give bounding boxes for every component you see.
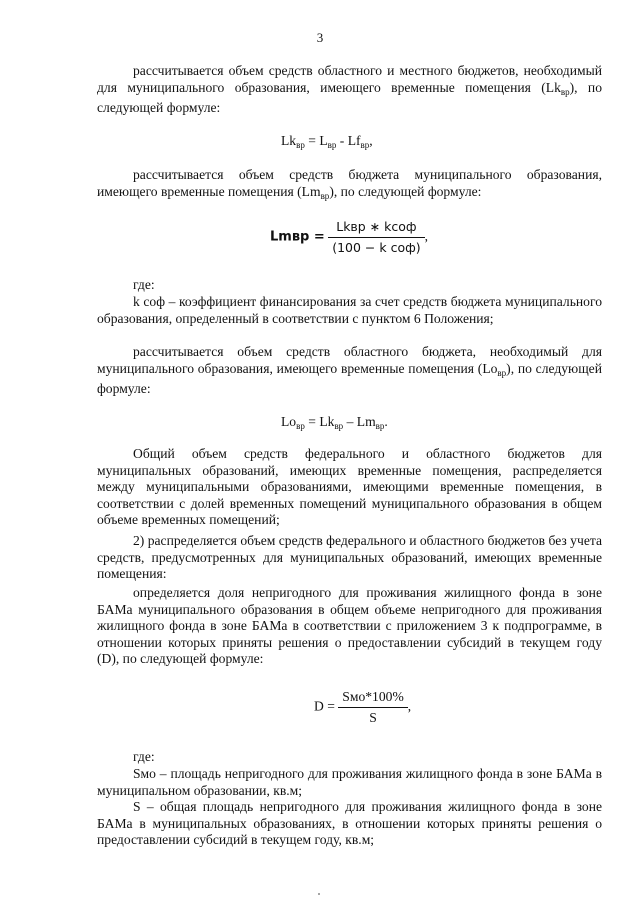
where-label-1: где:	[133, 277, 155, 292]
formula-term: – Lm	[343, 414, 376, 429]
paragraph-smo-definition: Sмо – площадь непригодного для проживания жилищного фонда в зоне БАМа в муниципальном образовании, кв.м;	[97, 766, 602, 798]
subscript: вр	[334, 421, 344, 431]
subscript: вр	[296, 140, 305, 150]
formula-term: Lk	[281, 133, 297, 148]
paragraph-text-tail: ), по следующей формуле:	[97, 79, 602, 116]
formula-fraction	[338, 689, 407, 726]
formula-lk	[281, 133, 373, 153]
subscript: вр	[375, 421, 385, 431]
paragraph-text-tail: ), по следующей формуле:	[329, 183, 482, 199]
where-label-2: где:	[133, 749, 155, 764]
formula-denominator: S	[369, 710, 377, 725]
subscript: вр	[327, 140, 337, 150]
formula-eq: =	[309, 229, 325, 245]
formula-term: - Lf	[336, 133, 361, 148]
formula-lo	[281, 414, 388, 434]
formula-d	[314, 689, 411, 726]
formula-lm	[270, 219, 428, 256]
paragraph-regional-local-budget	[97, 63, 602, 117]
subscript: вр	[560, 86, 570, 97]
paragraph-s-definition: S – общая площадь непригодного для проживания жилищного фонда в зоне БАМа в муниципальных образованиях, в отношении которых приняты решения о предоставлении субсидий в текущем году, кв.м;	[97, 799, 602, 848]
subscript: вр	[296, 421, 305, 431]
formula-tail: ,	[407, 698, 412, 714]
formula-term: = L	[304, 133, 328, 148]
paragraph-text: рассчитывается объем средств областного и местного бюджетов, необходимый для муниципального образования, имеющего временные помещения (Lk	[97, 63, 602, 95]
paragraph-total-volume: Общий объем средств федерального и областного бюджетов для муниципальных образований, имеющих временные помещения, распределяется между муниципальными образованиями, имеющими временные помещения, в соответствии с долей временных помещений муниципального образования в общем объеме временных помещений;	[97, 446, 602, 528]
paragraph-item-2: 2) распределяется объем средств федерального и областного бюджетов без учета средств, предусмотренных для муниципальных образований, имеющих временные помещения:	[97, 533, 602, 582]
paragraph-text: рассчитывается объем средств бюджета муниципального образования, имеющего временные помещения (Lm	[97, 167, 602, 199]
formula-numerator: Lkвр ∗ kсоф	[328, 219, 424, 238]
paragraph-regional-budget	[97, 344, 602, 398]
formula-term: ,	[369, 133, 373, 148]
formula-lhs: D =	[314, 698, 335, 714]
formula-denominator: (100 − k соф)	[332, 240, 421, 255]
paragraph-k-sof-definition: k соф – коэффициент финансирования за счет средств бюджета муниципального образования, определенный в соответствии с пунктом 6 Положения;	[97, 294, 602, 326]
subscript: вр	[497, 367, 507, 378]
formula-fraction	[328, 219, 424, 256]
subscript: вр	[360, 140, 370, 150]
paragraph-text: рассчитывается объем средств областного бюджета, необходимый для муниципального образования, имеющего временные помещения (Lo	[97, 344, 602, 376]
paragraph-municipal-budget	[97, 167, 602, 204]
formula-term: = Lk	[304, 414, 335, 429]
formula-lhs: Lmвр	[270, 229, 310, 245]
paragraph-share-d: определяется доля непригодного для проживания жилищного фонда в зоне БАМа муниципального образования в общем объеме непригодного для проживания жилищного фонда в зоне БАМа в соответствии с приложением 3 к подпрограмме, в отношении которых приняты решения о предоставлении субсидий в текущем году (D), по следующей формуле:	[97, 585, 602, 667]
page-number: 3	[316, 30, 324, 45]
formula-term: .	[384, 414, 388, 429]
subscript: вр	[320, 190, 330, 201]
formula-numerator: Sмо*100%	[338, 689, 407, 708]
scan-speck	[318, 893, 320, 895]
paragraph-text-tail: ), по следующей формуле:	[97, 360, 602, 397]
formula-tail: ,	[424, 228, 429, 244]
formula-term: Lo	[281, 414, 297, 429]
